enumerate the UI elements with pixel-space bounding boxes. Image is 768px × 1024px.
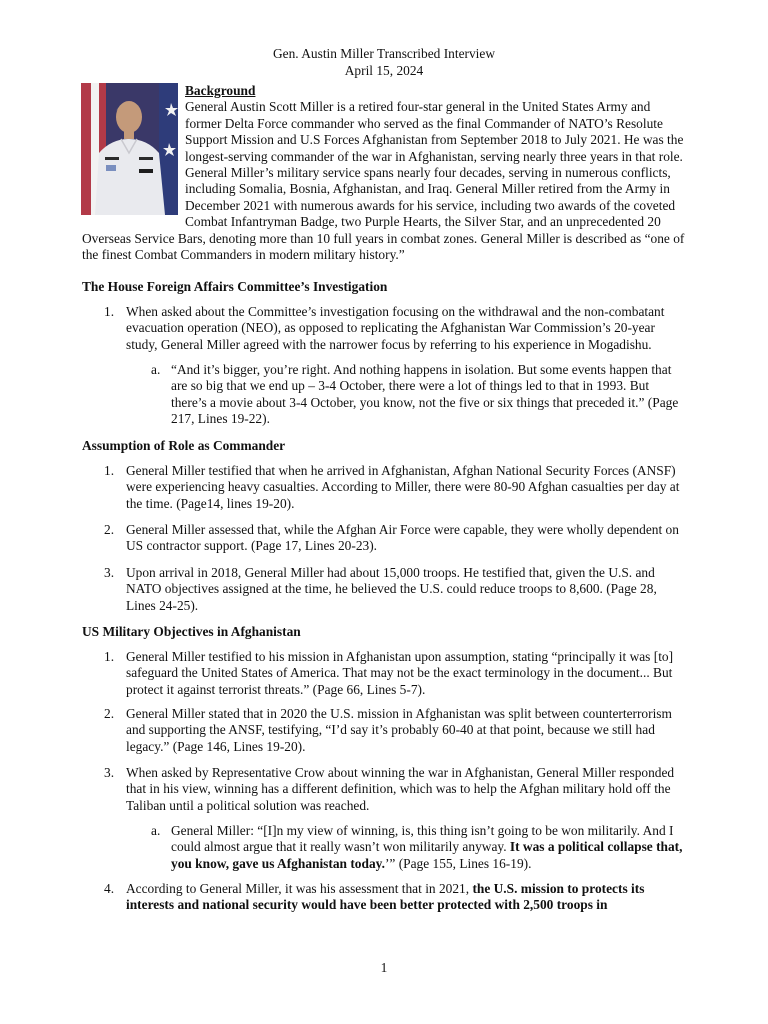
background-text: General Austin Scott Miller is a retired four-star general in the United States Army and former Delta Force commander who served as the final Commander of NATO’s Resolute Support Mission and U.S Forces Afghanistan from September 2018 to July 2021. He was the longest-serving commander of the war in Afghanistan, serving nearly three years in that role. General Miller’s military service spans nearly four decades, serving in numerous conflicts, including Somalia, Bosnia, Afghanistan, and Iraq. General Miller retired from the Army in December 2021 with numerous awards for his service, including two awards of the coveted Combat Infantryman Badge, two Purple Hearts, the Silver Star, and an unprecedented 20 Overseas Service Bars, denoting more than 10 full years in combat zones. General Miller is described as “one of the finest Combat Commanders in modern military history.” bbox=[82, 99, 685, 263]
background-heading: Background bbox=[185, 83, 256, 98]
item-number: 2. bbox=[104, 706, 115, 721]
item-text-bold: the U.S. mission to protects its interests and national security would have been better protected with 2,500 troops in bbox=[126, 881, 645, 913]
item-number: 3. bbox=[104, 565, 115, 580]
item-text: When asked about the Committee’s investigation focusing on the withdrawal and the non-combatant evacuation operation (NEO), as opposed to replicating the Afghanistan War Commission’s 20-year study, General Miller agreed with the narrower focus by referring to his experience in Mogadishu. bbox=[126, 304, 665, 352]
objectives-subitem-a bbox=[151, 823, 686, 872]
item-number: 3. bbox=[104, 765, 115, 780]
item-number: 1. bbox=[104, 463, 115, 478]
objectives-item-3 bbox=[104, 765, 686, 814]
item-text: When asked by Representative Crow about winning the war in Afghanistan, General Miller responded that in his view, winning has a different definition, which was to help the Afghan military hold off the Taliban until a political solution was reached. bbox=[126, 765, 675, 813]
item-text: General Miller testified to his mission in Afghanistan upon assumption, stating “principally it was [to] safeguard the United States of America. That may not be the exact terminology in the document... But protect it against terrorist threats.” (Page 66, Lines 5-7). bbox=[126, 649, 674, 697]
assumption-item-1 bbox=[104, 463, 686, 512]
investigation-subitem-a bbox=[151, 362, 686, 428]
objectives-item-1 bbox=[104, 649, 686, 698]
portrait-photo bbox=[81, 83, 178, 215]
subitem-text: “And it’s bigger, you’re right. And nothing happens in isolation. But some events happen that are so big that we end up – 3-4 October, there were a lot of things led to that in 1993. But there’s a movie about 3-4 October, you know, not the five or six things that preceded it.” (Page 217, Lines 19-22). bbox=[171, 362, 679, 427]
assumption-title: Assumption of Role as Commander bbox=[82, 438, 286, 453]
assumption-item-2 bbox=[104, 522, 686, 555]
item-number: 4. bbox=[104, 881, 115, 896]
item-number: 1. bbox=[104, 649, 115, 664]
assumption-section bbox=[82, 438, 686, 454]
objectives-title: US Military Objectives in Afghanistan bbox=[82, 624, 301, 639]
item-number: 2. bbox=[104, 522, 115, 537]
document-header bbox=[0, 46, 768, 79]
investigation-section bbox=[82, 279, 686, 295]
subitem-text-part1: General Miller: “[I]n my view of winning, is, this thing isn’t going to be won militarily. And I could almost argue that it really wasn’t won militarily anyway. bbox=[171, 823, 674, 855]
item-text: General Miller stated that in 2020 the U.S. mission in Afghanistan was split between counterterrorism and supporting the ANSF, testifying, “I’d say it’s probably 60-40 at that point, because we still had legacy.” (Page 146, Lines 19-20). bbox=[126, 706, 672, 754]
item-number: 1. bbox=[104, 304, 115, 319]
investigation-item-1 bbox=[104, 304, 686, 353]
subitem-letter: a. bbox=[151, 362, 161, 377]
objectives-item-2 bbox=[104, 706, 686, 755]
subitem-text-bold: It was a political collapse that, you know, gave us Afghanistan today. bbox=[171, 839, 683, 871]
subitem-text-part2: ’” (Page 155, Lines 16-19). bbox=[384, 855, 532, 871]
subitem-letter: a. bbox=[151, 823, 161, 838]
document-date: April 15, 2024 bbox=[344, 62, 424, 78]
objectives-section bbox=[82, 624, 686, 640]
item-text-part1: According to General Miller, it was his assessment that in 2021, bbox=[126, 881, 473, 896]
document-title: Gen. Austin Miller Transcribed Interview bbox=[272, 46, 496, 61]
background-section bbox=[82, 83, 686, 263]
assumption-item-3 bbox=[104, 565, 686, 614]
item-text: General Miller assessed that, while the Afghan Air Force were capable, they were wholly dependent on US contractor support. (Page 17, Lines 20-23). bbox=[126, 522, 679, 554]
item-text: General Miller testified that when he arrived in Afghanistan, Afghan National Security Forces (ANSF) were experiencing heavy casualties. According to Miller, there were 80-90 Afghan casualties per day at the time. (Page14, lines 19-20). bbox=[126, 463, 680, 511]
investigation-title: The House Foreign Affairs Committee’s Investigation bbox=[82, 279, 388, 294]
objectives-item-4 bbox=[104, 881, 686, 914]
item-text: Upon arrival in 2018, General Miller had about 15,000 troops. He testified that, given the U.S. and NATO objectives assigned at the time, he believed the U.S. could reduce troops to 8,600. (Page 28, Lines 24-25). bbox=[126, 565, 657, 613]
page-number: 1 bbox=[380, 960, 388, 975]
